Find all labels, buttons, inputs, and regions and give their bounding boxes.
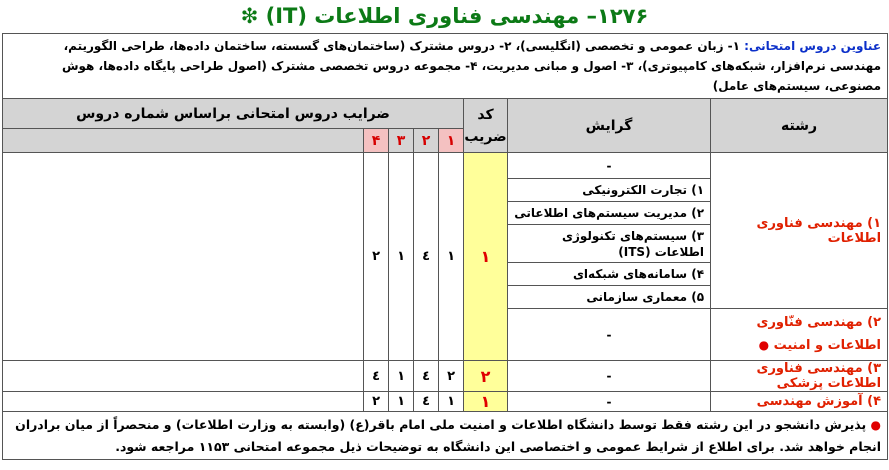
header-field: رشته xyxy=(711,99,888,153)
weight-2: ٤ xyxy=(414,153,439,361)
weight-3: ۱ xyxy=(389,392,414,412)
field-it-security-label: ۲) مهندسی فنّاوری اطلاعات و امنیت xyxy=(756,315,882,353)
exam-subjects-text: ۱- زبان عمومی و تخصصی (انگلیسی)، ۲- دروس مشترک (ساختمان‌های گسسته، ساختمان داده‌ها، طراحی الگوریتم، مهندسی نرم‌افزار، شبکه‌های کامپیوتری)، ۳- اصول و مبانی مدیریت، ۴- مجموعه دروس تخصصی مشترک (اصول طراحی پایگاه داده‌ها، هوش مصنوعی، سیستم‌های عامل) xyxy=(61,39,882,93)
track-item: - xyxy=(508,309,711,361)
weight-3: ۱ xyxy=(389,153,414,361)
exam-subjects-heading: عناوین دروس امتحانی: xyxy=(744,39,882,53)
weight-4: ٤ xyxy=(364,361,389,392)
track-item: ۴) سامانه‌های شبکه‌ای xyxy=(508,263,711,286)
page-title: ۱۲۷۶– مهندسی فناوری اطلاعات (IT) ❇ xyxy=(240,4,649,28)
weight-1: ۱ xyxy=(439,153,464,361)
track-item: ۵) معماری سازمانی xyxy=(508,286,711,309)
header-track: گرایش xyxy=(508,99,711,153)
field-medical-it: ۳) مهندسی فناوری اطلاعات پزشکی xyxy=(711,361,888,392)
footer-note xyxy=(3,412,888,460)
weight-1: ۲ xyxy=(439,361,464,392)
header-num-1: ۱ xyxy=(439,129,464,153)
bullet-icon: ● xyxy=(870,418,882,432)
exam-table xyxy=(2,33,888,460)
header-num-4: ۴ xyxy=(364,129,389,153)
track-item: - xyxy=(508,361,711,392)
track-item: ۳) سیستم‌های تکنولوژی اطلاعات (ITS) xyxy=(508,225,711,263)
exam-subjects xyxy=(3,34,888,99)
footer-note-text: پذیرش دانشجو در این رشته فقط توسط دانشگاه اطلاعات و امنیت ملی امام باقر(ع) (وابسته به وزارت اطلاعات) و منحصراً از میان برادران انجام خواهد شد. برای اطلاع از شرایط عمومی و اختصاصی این دانشگاه به توضیحات ذیل مجموعه امتحانی ۱۱۵۳ مراجعه شود. xyxy=(15,417,882,454)
track-item: - xyxy=(508,153,711,179)
weight-3: ۱ xyxy=(389,361,414,392)
header-code: کد ضریب xyxy=(464,99,508,153)
header-weights: ضرایب دروس امتحانی براساس شماره دروس xyxy=(3,99,464,129)
bullet-icon: ● xyxy=(758,338,770,352)
weights-blank xyxy=(3,361,364,392)
weights-blank xyxy=(3,392,364,412)
field-it-security xyxy=(711,309,888,361)
code-value: ۱ xyxy=(464,392,508,412)
weight-4: ۲ xyxy=(364,392,389,412)
header-num-2: ۲ xyxy=(414,129,439,153)
header-num-3: ۳ xyxy=(389,129,414,153)
weight-2: ٤ xyxy=(414,361,439,392)
weight-2: ٤ xyxy=(414,392,439,412)
weights-blank xyxy=(3,153,364,361)
field-it: ۱) مهندسی فناوری اطلاعات xyxy=(711,153,888,309)
weight-1: ۱ xyxy=(439,392,464,412)
field-engineering-education: ۴) آموزش مهندسی xyxy=(711,392,888,412)
code-value: ۲ xyxy=(464,361,508,392)
track-item: - xyxy=(508,392,711,412)
header-blank xyxy=(3,129,364,153)
code-value: ۱ xyxy=(464,153,508,361)
track-item: ۱) تجارت الکترونیکی xyxy=(508,179,711,202)
weight-4: ۲ xyxy=(364,153,389,361)
track-item: ۲) مدیریت سیستم‌های اطلاعاتی xyxy=(508,202,711,225)
